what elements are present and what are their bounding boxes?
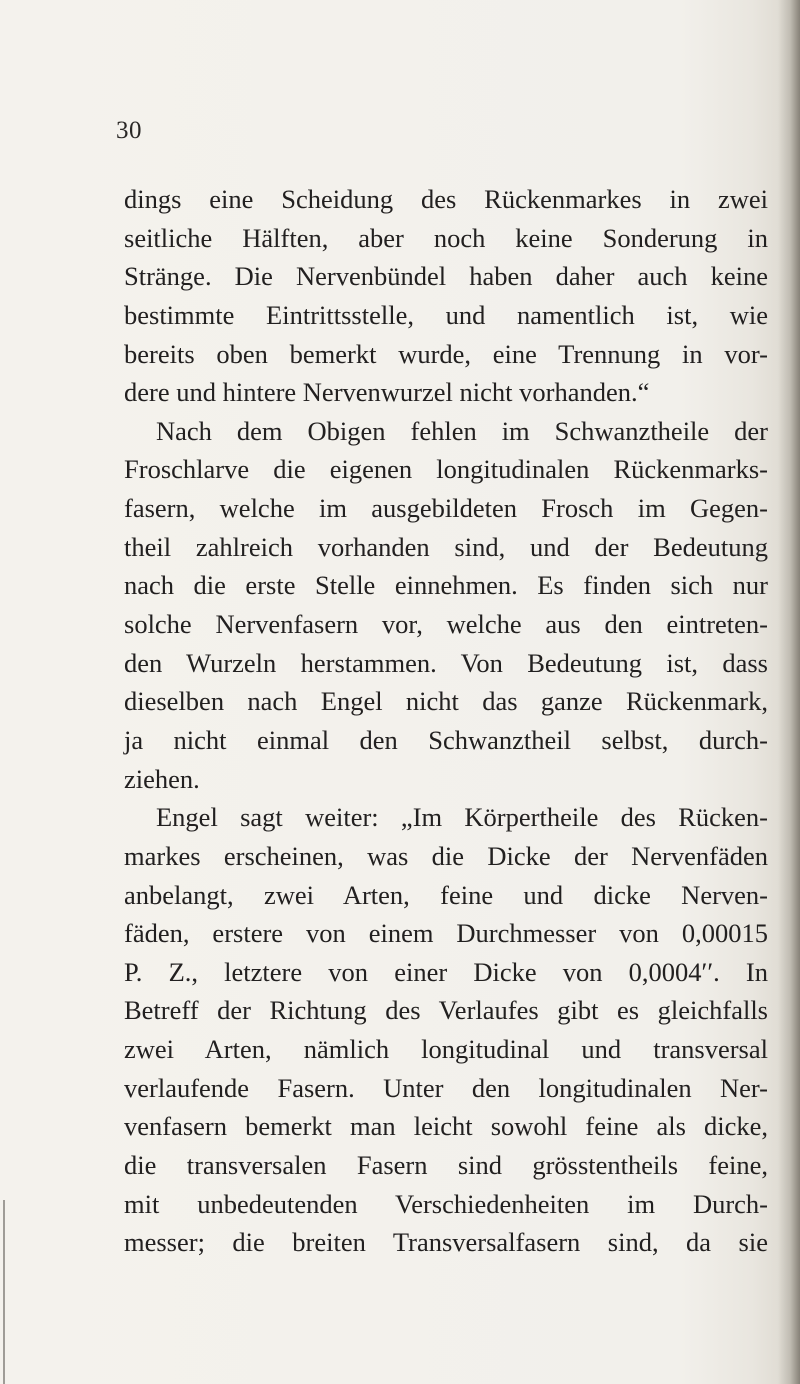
text-line: venfasern bemerkt man leicht sowohl feine als dicke, xyxy=(124,1111,768,1142)
text-line: markes erscheinen, was die Dicke der Nervenfäden xyxy=(124,840,768,871)
text-line: dings eine Scheidung des Rückenmarkes in zwei xyxy=(124,184,768,214)
text-line: dere und hintere Nervenwurzel nicht vorhanden.“ xyxy=(124,377,650,408)
text-line: theil zahlreich vorhanden sind, und der Bedeutung xyxy=(124,531,768,562)
text-line: ziehen. xyxy=(124,763,200,794)
margin-mark xyxy=(3,1200,5,1384)
text-line: anbelangt, zwei Arten, feine und dicke Nerven- xyxy=(124,879,768,910)
text-line: verlaufende Fasern. Unter den longitudinalen Ner- xyxy=(124,1072,768,1103)
text-line: Nach dem Obigen fehlen im Schwanztheile der xyxy=(156,415,768,446)
text-line: solche Nervenfasern vor, welche aus den eintreten- xyxy=(124,609,768,640)
body-text xyxy=(124,180,768,1262)
text-line: zwei Arten, nämlich longitudinal und transversal xyxy=(124,1034,768,1065)
text-line: dieselben nach Engel nicht das ganze Rückenmark, xyxy=(124,686,768,717)
text-line: Betreff der Richtung des Verlaufes gibt es gleichfalls xyxy=(124,995,768,1026)
text-line: P. Z., letztere von einer Dicke von 0,0004′′. In xyxy=(124,956,768,987)
text-line: den Wurzeln herstammen. Von Bedeutung ist, dass xyxy=(124,647,768,678)
text-line: fäden, erstere von einem Durchmesser von 0,00015 xyxy=(124,918,768,949)
text-line: bestimmte Eintrittsstelle, und namentlich ist, wie xyxy=(124,299,768,330)
text-line: Engel sagt weiter: „Im Körpertheile des Rücken- xyxy=(156,802,768,833)
text-line: mit unbedeutenden Verschiedenheiten im Durch- xyxy=(124,1188,768,1219)
text-line: ja nicht einmal den Schwanztheil selbst, durch- xyxy=(124,724,768,755)
text-line: fasern, welche im ausgebildeten Frosch im Gegen- xyxy=(124,493,768,524)
text-line: die transversalen Fasern sind grösstentheils feine, xyxy=(124,1150,768,1181)
page-edge-shadow xyxy=(778,0,800,1384)
text-line: Froschlarve die eigenen longitudinalen Rückenmarks- xyxy=(124,454,768,485)
text-line: nach die erste Stelle einnehmen. Es finden sich nur xyxy=(124,570,768,601)
page-number: 30 xyxy=(116,117,142,144)
text-line: bereits oben bemerkt wurde, eine Trennung in vor- xyxy=(124,338,768,369)
text-line: Stränge. Die Nervenbündel haben daher auch keine xyxy=(124,261,768,292)
text-line: messer; die breiten Transversalfasern sind, da sie xyxy=(124,1227,768,1258)
text-line: seitliche Hälften, aber noch keine Sonderung in xyxy=(124,222,768,253)
